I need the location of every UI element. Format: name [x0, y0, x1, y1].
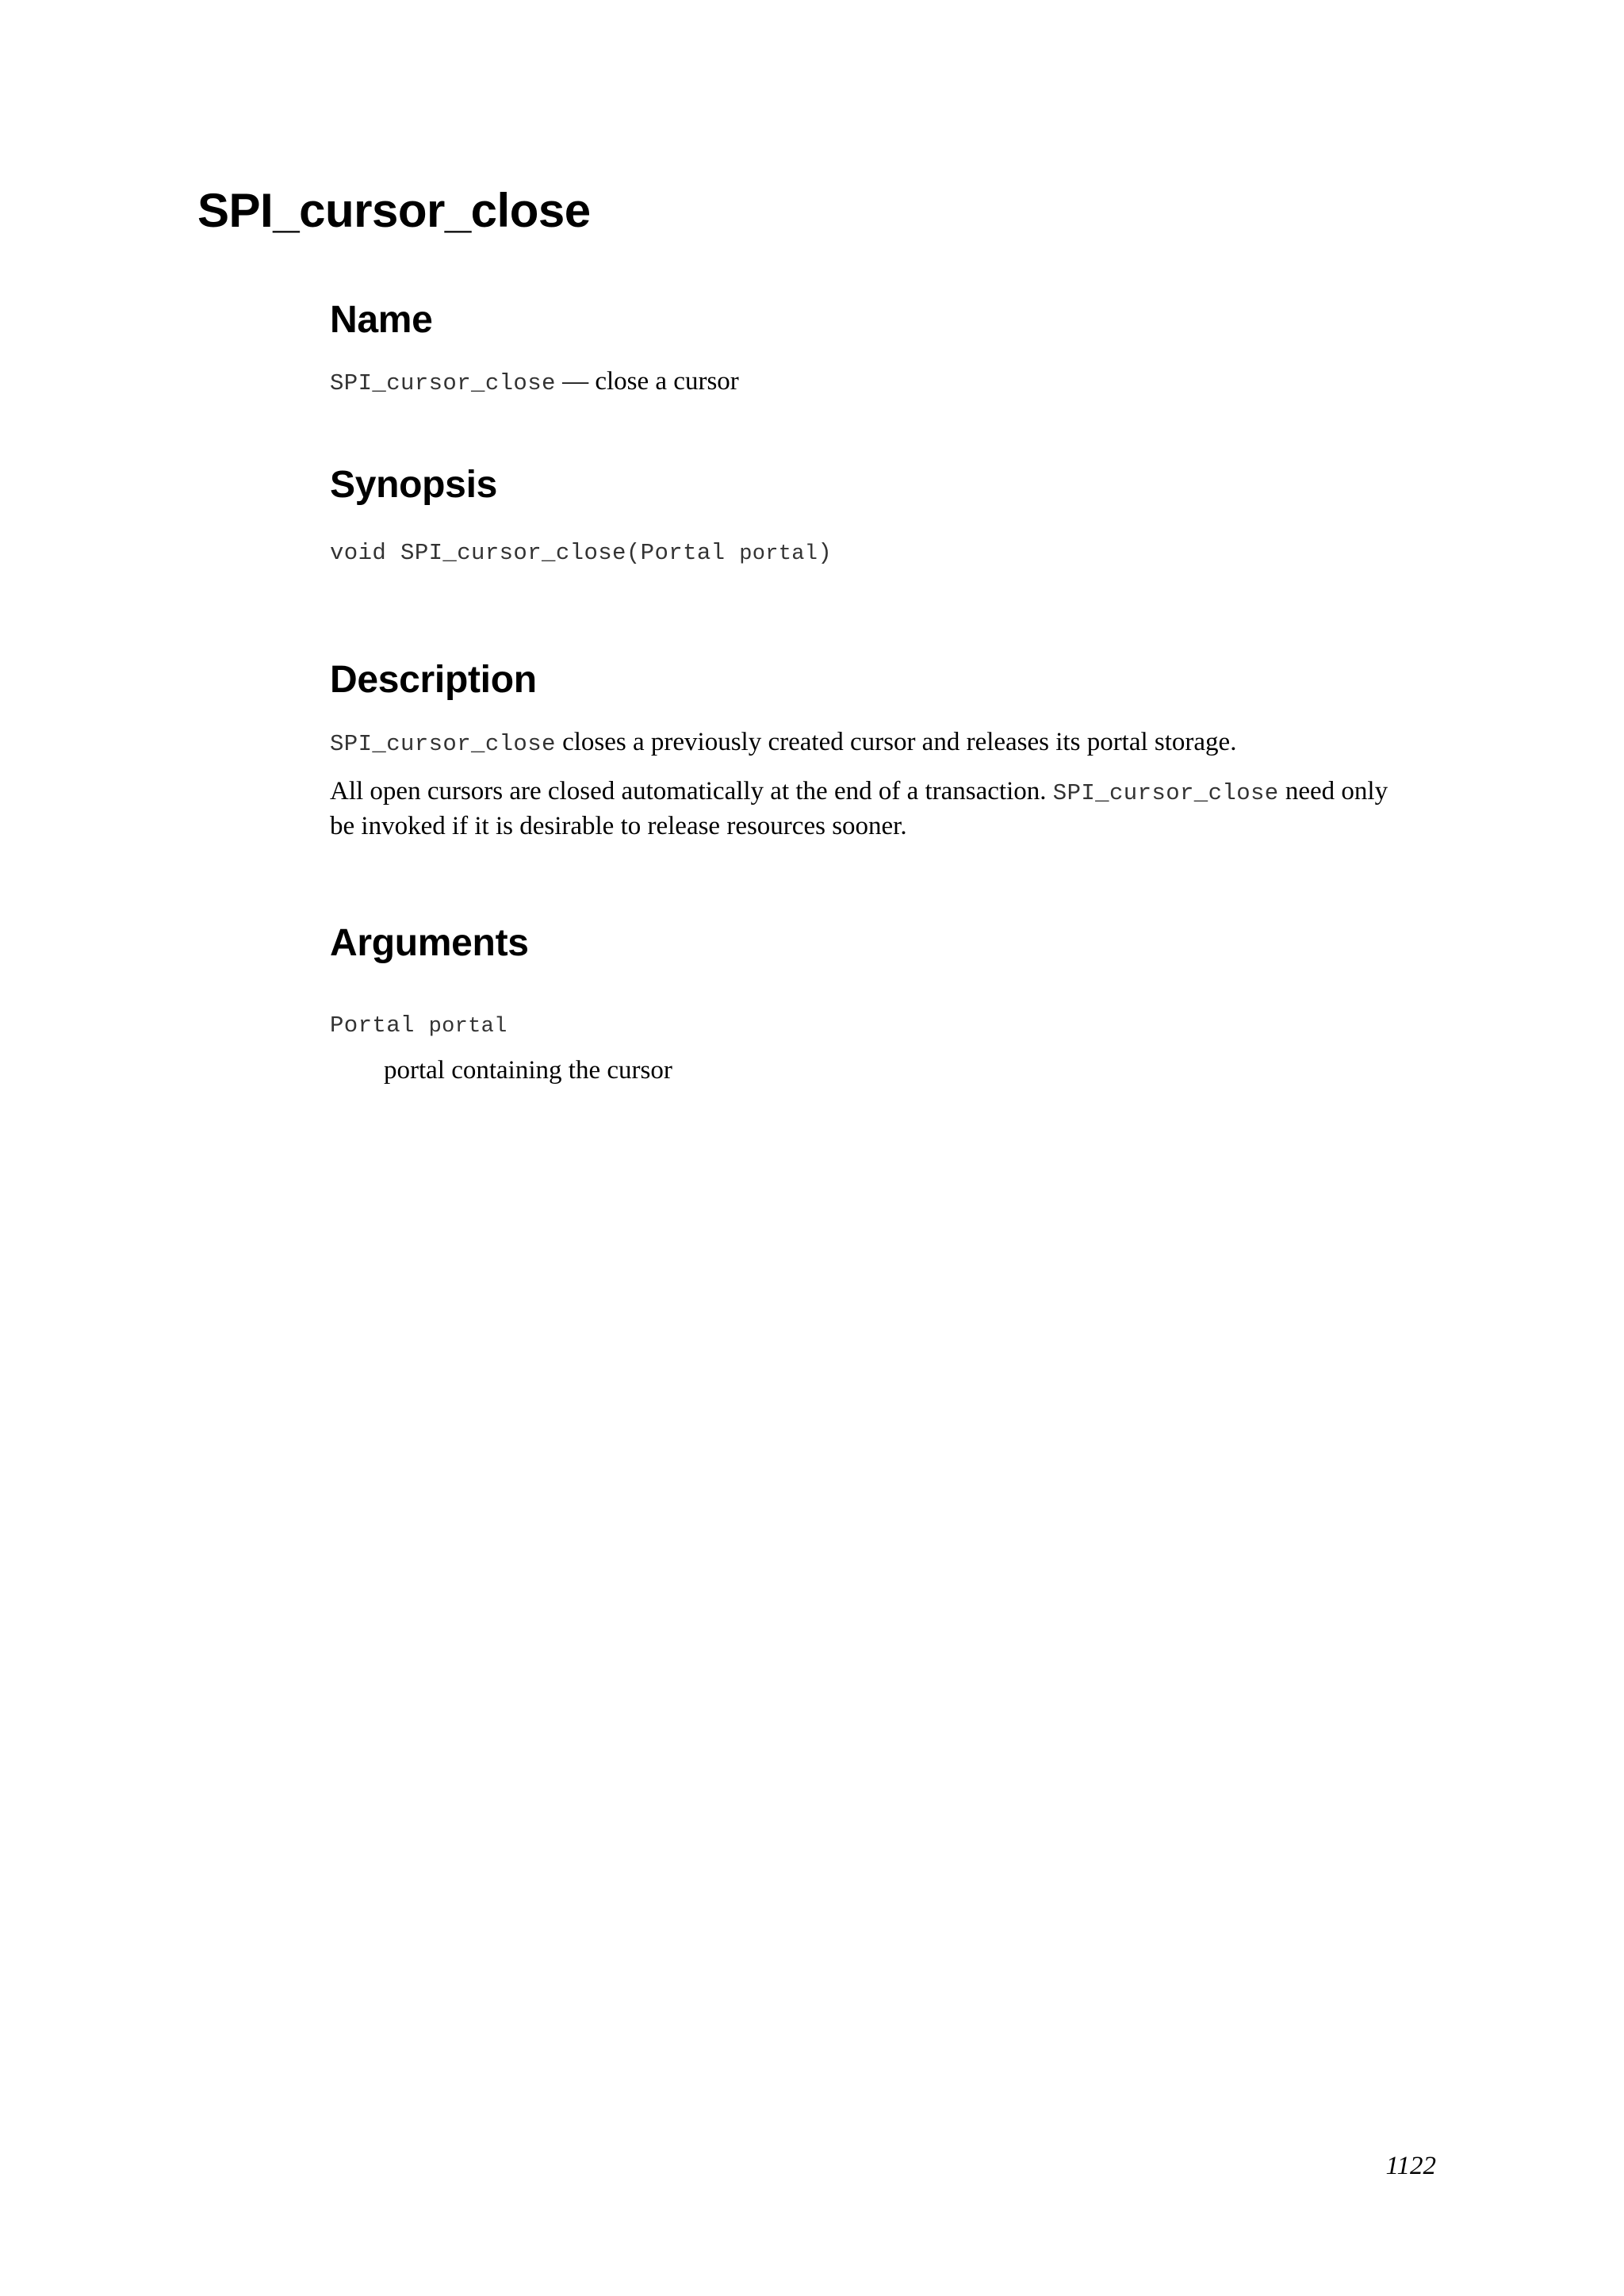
synopsis-signature: [330, 536, 832, 573]
function-name-code: SPI_cursor_close: [330, 370, 556, 396]
argument-name: portal: [428, 1015, 508, 1039]
argument-term: [330, 1008, 508, 1046]
arguments-heading: Arguments: [330, 922, 529, 964]
signature-parameter: portal: [739, 542, 818, 566]
description-paragraph-2-line-1: [330, 774, 1388, 811]
description-text-2: All open cursors are closed automatically at the end of a transaction.: [330, 777, 1053, 806]
name-line: [330, 364, 739, 401]
name-dash: —: [555, 367, 596, 396]
synopsis-heading: Synopsis: [330, 464, 497, 506]
description-heading: Description: [330, 659, 537, 701]
description-paragraph-2-line-2: be invoked if it is desirable to release resources sooner.: [330, 812, 907, 840]
page-title: SPI_cursor_close: [197, 184, 591, 237]
signature-suffix: ): [818, 540, 833, 566]
description-text-1: closes a previously created cursor and releases its portal storage.: [555, 728, 1237, 756]
signature-prefix: void SPI_cursor_close(Portal: [330, 540, 740, 566]
function-purpose: close a cursor: [595, 367, 739, 396]
argument-description: portal containing the cursor: [384, 1056, 672, 1085]
description-code-2: SPI_cursor_close: [1052, 780, 1279, 806]
description-paragraph-1: [330, 725, 1236, 762]
page-number: 1122: [1385, 2152, 1436, 2180]
description-text-2-suffix: need only: [1278, 777, 1388, 806]
description-code-1: SPI_cursor_close: [330, 731, 556, 757]
name-heading: Name: [330, 299, 433, 341]
argument-type: Portal: [330, 1012, 429, 1039]
